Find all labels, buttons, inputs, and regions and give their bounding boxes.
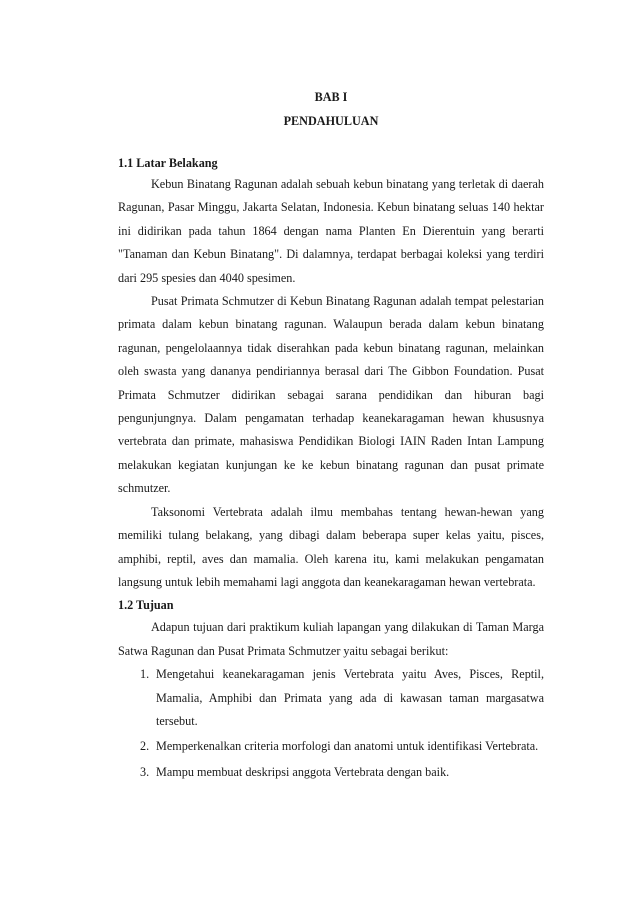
paragraph-taksonomi: Taksonomi Vertebrata adalah ilmu membahas tentang hewan-hewan yang memiliki tulang belakang, yang dibagi dalam beberapa super kelas yaitu, pisces, amphibi, reptil, aves dan mamalia. Oleh karena itu, kami melakukan pengamatan langsung untuk lebih memahami lagi anggota dan keanekaragaman hewan vertebrata. — [118, 504, 544, 589]
page-content — [118, 87, 544, 784]
list-item — [140, 663, 544, 733]
section-heading-latar-belakang: 1.1 Latar Belakang — [118, 156, 218, 170]
list-item-number: 2. — [140, 739, 150, 754]
paragraph-tujuan-intro: Adapun tujuan dari praktikum kuliah lapangan yang dilakukan di Taman Marga Satwa Ragunan dan Pusat Primata Schmutzer yaitu sebagai berikut: — [118, 620, 544, 658]
paragraph-ragunan-intro: Kebun Binatang Ragunan adalah sebuah kebun binatang yang terletak di daerah Ragunan, Pasar Minggu, Jakarta Selatan, Indonesia. Kebun binatang seluas 140 hektar ini didirikan pada tahun 1864 dengan nama Planten En Dierentuin yang berarti "Tanaman dan Kebun Binatang". Di dalamnya, terdapat berbagai koleksi yang terdiri dari 295 spesies dan 4040 spesimen. — [118, 177, 544, 285]
list-item-text: Mengetahui keanekaragaman jenis Vertebrata yaitu Aves, Pisces, Reptil, Mamalia, Amphibi dan Primata yang ada di kawasan taman margasatwa tersebut. — [156, 667, 544, 728]
goals-list — [118, 663, 544, 784]
section-heading-tujuan: 1.2 Tujuan — [118, 598, 174, 613]
chapter-title: PENDAHULUAN — [283, 114, 379, 128]
list-item — [140, 735, 544, 758]
paragraph-pusat-primata: Pusat Primata Schmutzer di Kebun Binatang Ragunan adalah tempat pelestarian primata dalam kebun binatang ragunan. Walaupun berada dalam kebun binatang ragunan, pengelolaannya tidak diserahkan pada kebun binatang ragunan, melainkan oleh swasta yang dananya pendiriannya berasal dari The Gibbon Foundation. Pusat Primata Schmutzer didirikan sebagai sarana pendidikan dan hiburan bagi pengunjungnya. Dalam pengamatan terhadap keanekaragaman hewan khususnya vertebrata dan primate, mahasiswa Pendidikan Biologi IAIN Raden Intan Lampung melakukan kegiatan kunjungan ke ke kebun binatang ragunan dan pusat primate schmutzer. — [118, 294, 544, 496]
chapter-label: BAB I — [314, 90, 348, 104]
list-item-number: 1. — [140, 667, 150, 682]
list-item — [140, 761, 544, 784]
list-item-text: Mampu membuat deskripsi anggota Vertebrata dengan baik. — [156, 764, 450, 779]
list-item-text: Memperkenalkan criteria morfologi dan anatomi untuk identifikasi Vertebrata. — [156, 739, 539, 754]
list-item-number: 3. — [140, 764, 150, 779]
